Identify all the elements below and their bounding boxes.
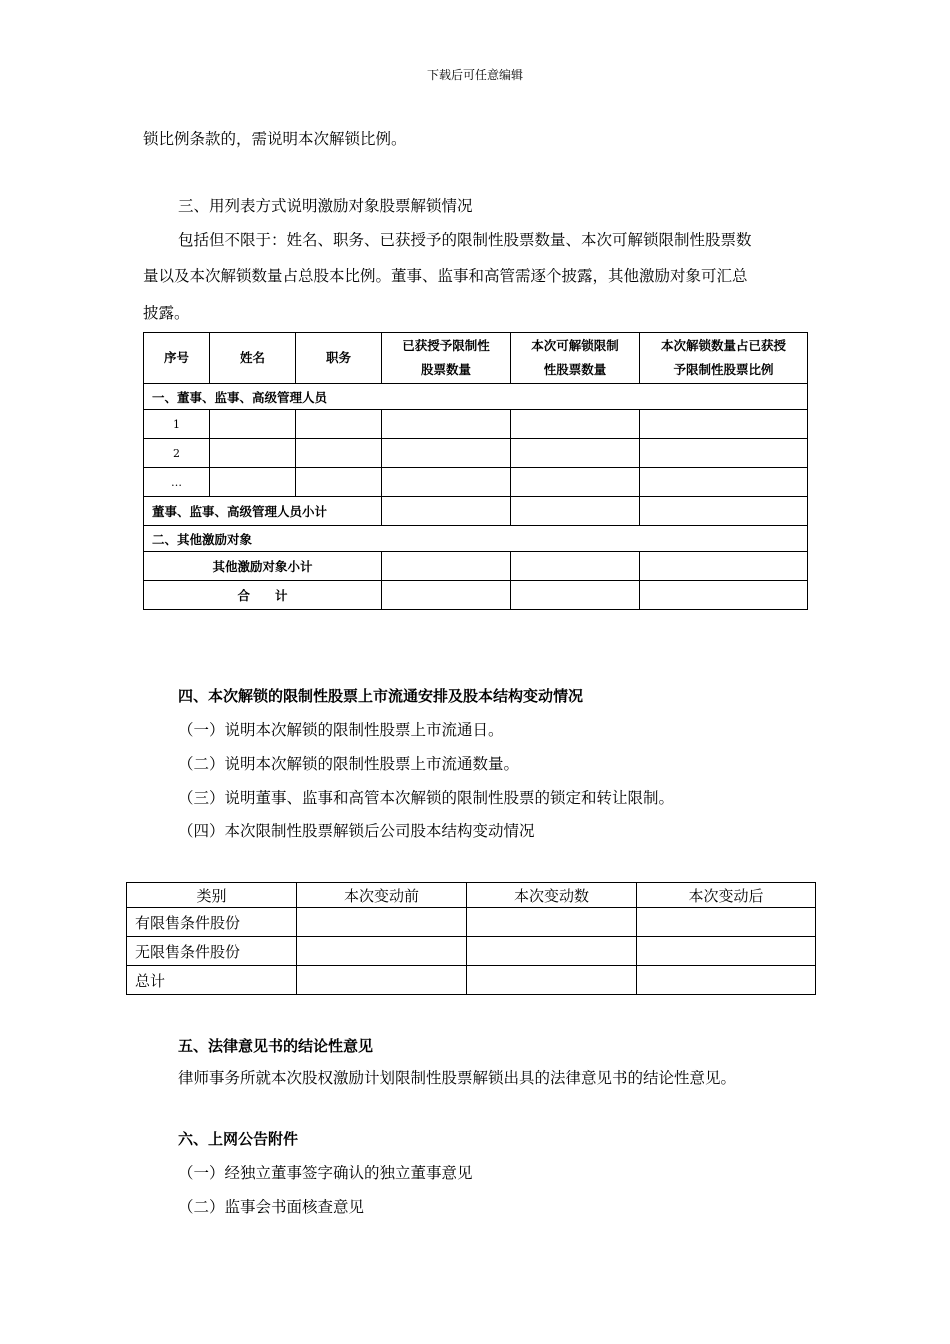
header-position: 职务 xyxy=(296,333,382,384)
section-4-item-1: （一）说明本次解锁的限制性股票上市流通日。 xyxy=(178,721,504,739)
page-header: 下载后可任意编辑 xyxy=(426,68,523,82)
paragraph-continuation: 锁比例条款的，需说明本次解锁比例。 xyxy=(143,130,407,148)
section-row-others: 二、其他激励对象 xyxy=(144,526,808,552)
subtotal-row-directors: 董事、监事、高级管理人员小计 xyxy=(144,497,808,526)
total-row: 合 计 xyxy=(144,581,808,610)
table-row: 有限售条件股份 xyxy=(127,908,816,937)
header-seq: 序号 xyxy=(144,333,210,384)
section-row-directors: 一、董事、监事、高级管理人员 xyxy=(144,384,808,410)
share-structure-table xyxy=(126,882,816,995)
table-row: 2 xyxy=(144,439,808,468)
table-row: … xyxy=(144,468,808,497)
section-6-title: 六、上网公告附件 xyxy=(178,1130,299,1148)
header-name: 姓名 xyxy=(210,333,296,384)
section-5-text: 律师事务所就本次股权激励计划限制性股票解锁出具的法律意见书的结论性意见。 xyxy=(178,1069,737,1087)
section-4-item-4: （四）本次限制性股票解锁后公司股本结构变动情况 xyxy=(178,822,535,840)
section-4-item-3: （三）说明董事、监事和高管本次解锁的限制性股票的锁定和转让限制。 xyxy=(178,789,675,807)
unlock-detail-table xyxy=(143,332,808,610)
section-6-item-2: （二）监事会书面核查意见 xyxy=(178,1198,365,1216)
section-4-title: 四、本次解锁的限制性股票上市流通安排及股本结构变动情况 xyxy=(178,687,584,705)
section-3-line-1: 包括但不限于：姓名、职务、已获授予的限制性股票数量、本次可解锁限制性股票数 xyxy=(178,231,752,249)
section-6-item-1: （一）经独立董事签字确认的独立董事意见 xyxy=(178,1164,473,1182)
section-4-item-2: （二）说明本次解锁的限制性股票上市流通数量。 xyxy=(178,755,520,773)
subtotal-row-others: 其他激励对象小计 xyxy=(144,552,808,581)
table-row: 总计 xyxy=(127,966,816,995)
table-header-row: 类别 本次变动前 本次变动数 本次变动后 xyxy=(127,883,816,908)
table-row: 1 xyxy=(144,410,808,439)
section-3-line-2: 量以及本次解锁数量占总股本比例。董事、监事和高管需逐个披露，其他激励对象可汇总 xyxy=(143,267,748,285)
header-granted-shares: 已获授予限制性 股票数量 xyxy=(382,333,511,384)
header-unlockable-shares: 本次可解锁限制 性股票数量 xyxy=(511,333,640,384)
section-5-title: 五、法律意见书的结论性意见 xyxy=(178,1037,374,1055)
table-header-row xyxy=(144,333,808,384)
section-3-title: 三、用列表方式说明激励对象股票解锁情况 xyxy=(178,197,473,215)
table-row: 无限售条件股份 xyxy=(127,937,816,966)
header-unlock-ratio: 本次解锁数量占已获授 予限制性股票比例 xyxy=(640,333,808,384)
section-3-line-3: 披露。 xyxy=(143,304,190,322)
